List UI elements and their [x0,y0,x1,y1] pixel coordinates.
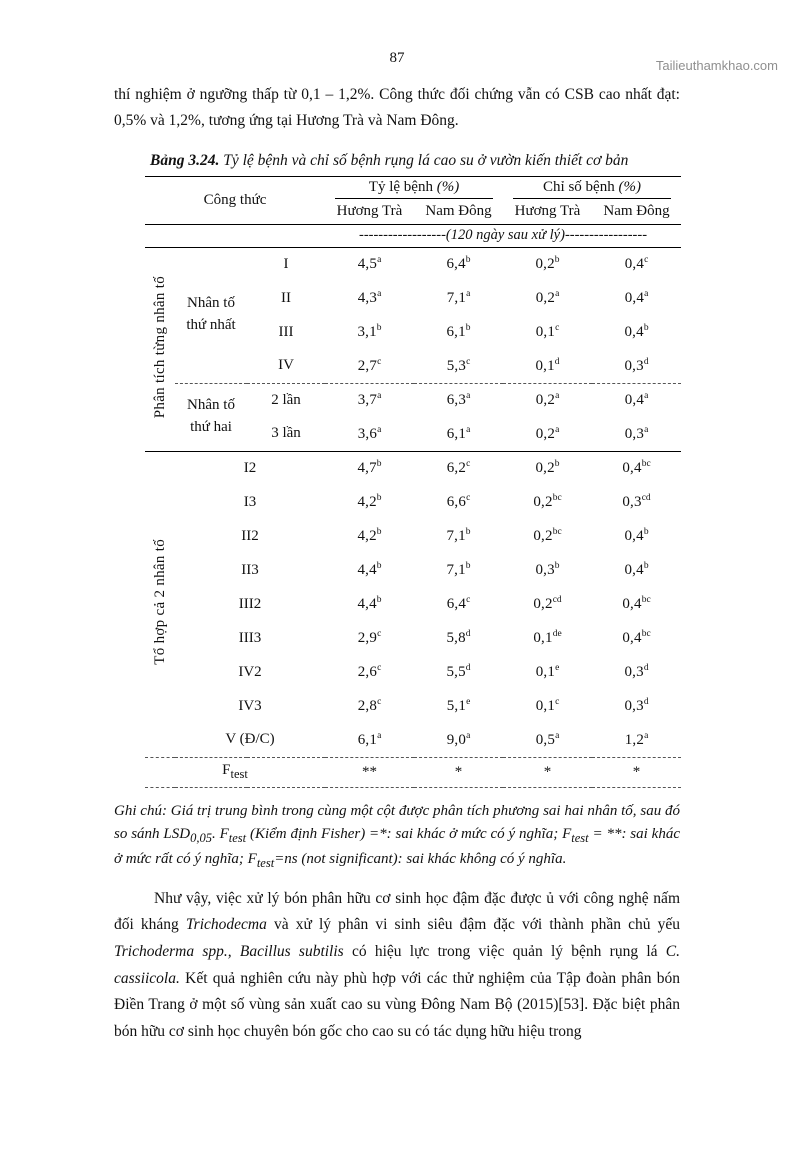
value-cell: 5,5$^d$ [446,663,471,681]
ftest-cell: * [592,757,681,787]
table-row [145,519,681,553]
value-cell: 0,2$^b$ [503,451,592,485]
header-chi-so-benh [503,176,681,200]
text-segment: = **: sai khác ở mức rất có ý nghĩa; F [114,825,680,868]
value-cell: 4,2$^b$ [357,493,382,511]
group2-label: Nhân tố thứ hai [175,383,247,451]
value-cell: 4,2$^b$ [357,527,382,545]
value-cell: 2,9$^c$ [357,629,382,647]
row-label: 3 lần [271,425,301,442]
value-cell: 4,4$^b$ [357,561,382,579]
header-chi-so-benh-pct: (%) [618,179,641,196]
ftest-row [145,757,681,787]
row-label: II3 [241,561,259,578]
value-cell: 7,1$^b$ [446,561,471,579]
value-cell: 0,3$^{cd}$ [622,493,651,511]
value-cell: 0,2$^{bc}$ [533,493,562,511]
value-cell: 6,2$^c$ [414,451,503,485]
value-cell: 6,6$^c$ [446,493,471,511]
disease-table [145,176,681,788]
value-cell: 0,4$^b$ [624,323,649,341]
header-ty-le-benh-pct: (%) [436,179,460,196]
table-row [145,383,681,417]
intro-paragraph: thí nghiệm ở ngưỡng thấp từ 0,1 – 1,2%. Công thức đối chứng vẫn có CSB cao nhất đạt: 0,5% và 1,2%, tương ứng tại Hương Trà và Nam Đông. [114,86,680,130]
period-note: ------------------(120 ngày sau xử lý)----------------- [325,224,681,247]
value-cell: 0,3$^d$ [624,356,649,374]
table-header-row [145,176,681,200]
ftest-cell: ** [325,757,414,787]
value-cell: 4,3$^a$ [357,289,382,307]
table-row [145,689,681,723]
value-cell: 0,4$^a$ [624,289,649,307]
value-cell: 0,2$^b$ [535,255,560,273]
value-cell: 0,2$^a$ [535,424,560,442]
table-caption [114,152,680,170]
text-segment: 0,05 [190,830,212,845]
value-cell: 2,7$^c$ [357,356,382,374]
text-segment: Trichoderma spp., Bacillus subtilis [114,943,344,960]
ftest-cell: * [414,757,503,787]
note-paragraph [114,800,680,874]
text-segment: . F [211,825,229,842]
header-cong-thuc: Công thức [145,176,325,224]
text-segment: =ns (not significant): sai khác không có ý nghĩa. [274,851,567,868]
value-cell: 7,1$^a$ [446,289,471,307]
value-cell: 0,4$^{bc}$ [622,629,651,647]
row-label: 2 lần [247,383,325,417]
value-cell: 0,2$^a$ [535,289,560,307]
value-cell: 0,4$^a$ [592,383,681,417]
subheader-huong-tra-2: Hương Trà [503,200,592,224]
table-row [145,485,681,519]
text-segment: test [228,830,247,845]
row-label: IV [278,357,294,374]
value-cell: 0,2$^{bc}$ [533,527,562,545]
row-label: III3 [238,629,262,646]
value-cell: 0,3$^d$ [624,697,649,715]
text-segment: (Kiểm định Fisher) =*: sai khác ở mức có ý nghĩa; F [246,825,572,842]
text-segment: test [571,830,589,845]
row-label: IV3 [238,697,262,714]
subheader-huong-tra-1: Hương Trà [325,200,414,224]
value-cell: 7,1$^b$ [446,527,471,545]
watermark: Tailieuthamkhao.com [655,58,778,73]
text-segment: C. cassiicola. [114,943,680,987]
value-cell: 6,1$^a$ [357,730,382,748]
table-caption-label: Bảng 3.24. [150,151,220,169]
page-content [0,82,794,1046]
row-label: I2 [175,451,325,485]
value-cell: 3,1$^b$ [357,323,382,341]
value-cell: 2,8$^c$ [357,697,382,715]
ftest-label: $F_{test}$ [145,757,325,787]
subheader-nam-dong-1: Nam Đông [414,200,503,224]
group1-label: Nhân tố thứ nhất [186,295,236,334]
value-cell: 5,8$^d$ [446,629,471,647]
value-cell: 0,3$^b$ [535,561,560,579]
subheader-nam-dong-2: Nam Đông [592,200,681,224]
value-cell: 0,4$^c$ [624,255,649,273]
table-row [145,655,681,689]
value-cell: 6,1$^a$ [446,424,471,442]
section2-vertical-label: Tổ hợp cả 2 nhân tố [145,451,175,757]
value-cell: 0,1$^d$ [535,356,560,374]
ftest-cell: * [503,757,592,787]
value-cell: 4,7$^b$ [325,451,414,485]
header-ty-le-benh-text: Tỷ lệ bệnh [368,179,437,196]
value-cell: 0,1$^c$ [535,697,560,715]
row-label: I [283,255,289,272]
value-cell: 0,2$^{cd}$ [533,595,562,613]
value-cell: 5,3$^c$ [446,356,471,374]
section1-vertical-label: Phân tích từng nhân tố [151,275,168,418]
row-label: IV2 [238,663,262,680]
value-cell: 0,1de [533,629,562,647]
text-segment: Kết quả nghiên cứu này phù hợp với các thử nghiệm của Tập đoàn phân bón Điền Trang ở một số vùng sản xuất cao su vùng Đông Nam Bộ (2015)[53]. Đặc biệt phân bón hữu cơ sinh học chuyên bón gốc cho cao su có tác dụng hữu hiệu trong [114,969,680,1040]
value-cell: 0,4$^b$ [624,527,649,545]
value-cell: 0,3$^a$ [624,424,649,442]
value-cell: 0,4$^b$ [624,561,649,579]
table-row [145,553,681,587]
row-label: III2 [238,595,262,612]
row-label: II2 [241,527,259,544]
value-cell: 5,1e [446,697,471,715]
table-row [145,247,681,281]
value-cell: 6,4$^c$ [446,595,471,613]
text-segment: test [256,856,275,871]
value-cell: 4,5$^a$ [357,255,382,273]
header-ty-le-benh [325,176,503,200]
row-label: III [278,323,294,340]
value-cell: 0,2$^a$ [503,383,592,417]
value-cell: 0,5$^a$ [535,730,560,748]
value-cell: 3,6$^a$ [357,424,382,442]
row-label: I3 [243,493,257,510]
value-cell: 0,4$^{bc}$ [622,595,651,613]
text-segment: có hiệu lực trong việc quản lý bệnh rụng lá [343,943,666,960]
text-segment: Trichodecma [185,916,267,934]
value-cell: 0,3$^d$ [624,663,649,681]
row-label: II [281,289,291,306]
text-segment: Ghi chú: Giá trị trung bình trong cùng một cột được phân tích phương sai hai nhân tố, sau đó so sánh LSD [114,802,680,842]
page-number: 87 [389,50,405,66]
value-cell: 0,1e [535,663,560,681]
value-cell: 0,1$^c$ [535,323,560,341]
period-empty-cell [145,224,325,247]
body-paragraph [114,886,680,1046]
value-cell: 1,2$^a$ [624,730,649,748]
table-row [145,723,681,757]
value-cell: 0,4$^{bc}$ [592,451,681,485]
row-label: V (Đ/C) [225,731,275,748]
text-segment: Như vậy, việc xử lý bón phân hữu cơ sinh học đậm đặc được ủ với công nghệ nấm đối kháng [114,889,680,934]
table-row [145,621,681,655]
value-cell: 6,3$^a$ [414,383,503,417]
table-row [145,451,681,485]
value-cell: 6,1$^b$ [446,323,471,341]
value-cell: 3,7$^a$ [325,383,414,417]
value-cell: 2,6$^c$ [357,663,382,681]
header-chi-so-benh-text: Chỉ số bệnh [543,179,619,196]
text-segment: và xử lý phân vi sinh siêu đậm đặc với thành phần chủ yếu [266,916,681,934]
value-cell: 9,0$^a$ [446,730,471,748]
value-cell: 4,4$^b$ [357,595,382,613]
table-caption-text: Tỷ lệ bệnh và chỉ số bệnh rụng lá cao su ở vườn kiến thiết cơ bản [219,151,629,169]
period-row [145,224,681,247]
table-row [145,587,681,621]
value-cell: 6,4$^b$ [446,255,471,273]
